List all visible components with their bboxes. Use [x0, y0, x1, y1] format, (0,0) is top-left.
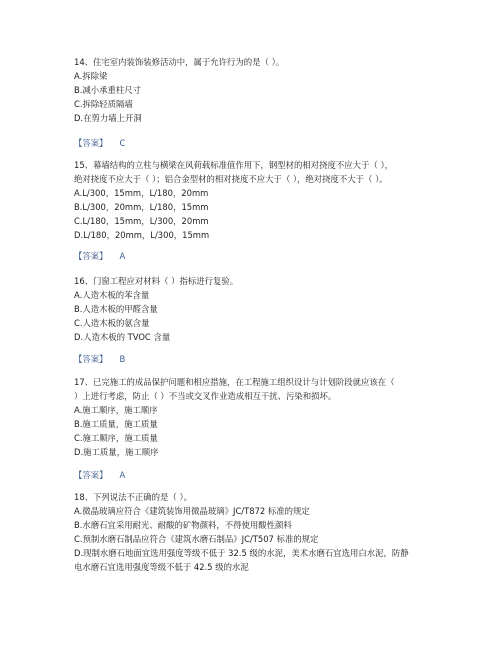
option-d-cont: 电水磨石宜选用强度等级不低于 42.5 级的水泥 — [74, 562, 249, 572]
question-title: 15、幕墙结构的立柱与横梁在风荷载标准值作用下，钢型材的相对挠度不应大于（ ）， — [74, 160, 393, 170]
option-c: C.L/180，15mm，L/300，20mm — [74, 216, 209, 226]
option-b: B.人造木板的甲醛含量 — [74, 304, 158, 314]
option-a: A.拆除梁 — [74, 71, 108, 81]
question-14 — [74, 55, 434, 125]
option-b: B.减小承重柱尺寸 — [74, 85, 142, 95]
question-16 — [74, 274, 434, 344]
option-d: D.施工质量，施工顺序 — [74, 447, 159, 457]
option-a: A.施工顺序，施工顺序 — [74, 405, 158, 415]
question-title-cont: 绝对挠度不应大于（ ）；铝合金型材的相对挠度不应大于（ ），绝对挠度不大于（ ）。 — [74, 174, 388, 184]
question-title: 18、下列说法不正确的是（ ）。 — [74, 492, 192, 502]
answer-row — [74, 249, 434, 263]
question-15 — [74, 158, 434, 242]
option-b: B.水磨石宜采用耐光、耐酸的矿物颜料，不得使用酸性颜料 — [74, 520, 292, 530]
answer-label: 【答案】 — [74, 251, 108, 261]
question-title: 14、住宅室内装饰装修活动中，属于允许行为的是（ ）。 — [74, 57, 285, 67]
answer-row — [74, 136, 434, 150]
answer-label: 【答案】 — [74, 470, 108, 480]
question-title: 16、门窗工程应对材料（ ）指标进行复验。 — [74, 276, 239, 286]
option-d: D.在剪力墙上开洞 — [74, 113, 142, 123]
answer-label: 【答案】 — [74, 138, 108, 148]
answer-value: A — [119, 251, 126, 261]
answer-value: C — [119, 138, 126, 148]
question-title-cont: ）上进行考虑，防止（ ）不当或交叉作业造成相互干扰、污染和损坏。 — [74, 391, 337, 401]
option-d: D.人造木板的 TVOC 含量 — [74, 332, 171, 342]
option-a: A.人造木板的苯含量 — [74, 290, 150, 300]
option-c: C.施工顺序，施工质量 — [74, 433, 158, 443]
option-c: C.人造木板的氨含量 — [74, 318, 150, 328]
answer-row — [74, 352, 434, 366]
answer-value: A — [119, 470, 126, 480]
answer-row — [74, 468, 434, 482]
option-a: A.微晶玻璃应符合《建筑装饰用微晶玻璃》JC/T872 标准的规定 — [74, 506, 310, 516]
option-c: C.预制水磨石制品应符合《建筑水磨石制品》JC/T507 标准的规定 — [74, 534, 319, 544]
option-d: D.现制水磨石地面宜选用强度等级不低于 32.5 级的水泥，美术水磨石宜选用白水泥，防静 — [74, 548, 409, 558]
option-c: C.拆除轻质隔墙 — [74, 99, 133, 109]
question-title: 17、已完施工的成品保护问题和相应措施，在工程施工组织设计与计划阶段就应该在（ — [74, 377, 395, 387]
answer-value: B — [119, 354, 126, 364]
option-d: D.L/180，20mm，L/300，15mm — [74, 230, 210, 240]
option-b: B.L/300，20mm，L/180，15mm — [74, 202, 209, 212]
question-17 — [74, 375, 434, 459]
question-18 — [74, 490, 434, 574]
answer-label: 【答案】 — [74, 354, 108, 364]
option-a: A.L/300，15mm，L/180，20mm — [74, 188, 209, 198]
option-b: B.施工质量，施工质量 — [74, 419, 158, 429]
